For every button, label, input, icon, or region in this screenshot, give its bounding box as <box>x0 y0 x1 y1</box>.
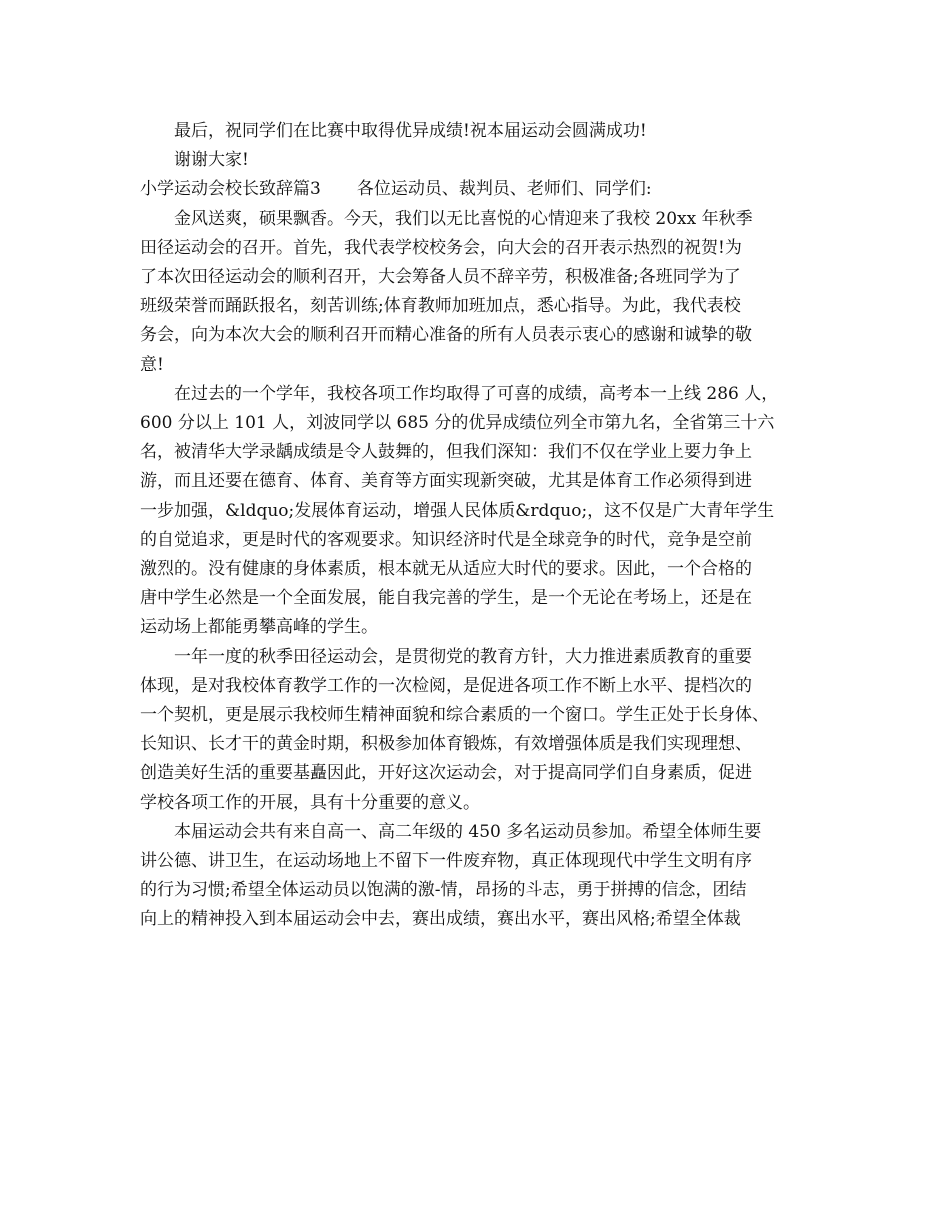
paragraph-line: 田径运动会的召开。首先，我代表学校校务会，向大会的召开表示热烈的祝贺!为 <box>140 237 742 258</box>
paragraph-line: 本届运动会共有来自高一、高二年级的 450 多名运动员参加。希望全体师生要 <box>174 821 762 842</box>
section-heading-row <box>140 175 820 204</box>
section-title: 小学运动会校长致辞篇3 <box>140 179 321 200</box>
paragraph-line: 的行为习惯;希望全体运动员以饱满的激-情，昂扬的斗志，勇于拼搏的信念，团结 <box>140 880 747 901</box>
paragraph-line: 的自觉追求，更是时代的客观要求。知识经济时代是全球竞争的时代，竞争是空前 <box>140 529 752 550</box>
paragraph-line: 长知识、长才干的黄金时期，积极参加体育锻炼，有效增强体质是我们实现理想、 <box>140 734 752 755</box>
paragraph-line: 意! <box>140 354 164 375</box>
paragraph-line: 600 分以上 101 人，刘波同学以 685 分的优异成绩位列全市第九名，全省第三十六 <box>140 413 775 434</box>
paragraph-4 <box>140 818 820 935</box>
paragraph-line: 体现，是对我校体育教学工作的一次检阅，是促进各项工作不断上水平、提档次的 <box>140 675 752 696</box>
paragraph-line: 向上的精神投入到本届运动会中去，赛出成绩，赛出水平，赛出风格;希望全体裁 <box>140 909 741 930</box>
thanks-line: 谢谢大家! <box>174 150 249 171</box>
paragraph-line: 务会，向为本次大会的顺利召开而精心准备的所有人员表示衷心的感谢和诚挚的敬 <box>140 325 752 346</box>
paragraph-line: 一年一度的秋季田径运动会，是贯彻党的教育方针，大力推进素质教育的重要 <box>174 646 752 667</box>
paragraph-line: 了本次田径运动会的顺利召开，大会筹备人员不辞辛劳，积极准备;各班同学为了 <box>140 267 741 288</box>
paragraph-line: 在过去的一个学年，我校各项工作均取得了可喜的成绩，高考本一上线 286 人， <box>174 383 779 404</box>
paragraph-2 <box>140 380 820 643</box>
paragraph-line: 创造美好生活的重要基矗因此，开好这次运动会，对于提高同学们自身素质，促进 <box>140 763 752 784</box>
paragraph-line: 讲公德、讲卫生，在运动场地上不留下一件废弃物，真正体现现代中学生文明有序 <box>140 851 752 872</box>
document-body <box>140 117 820 935</box>
paragraph-line: 唐中学生必然是一个全面发展，能自我完善的学生，是一个无论在考场上，还是在 <box>140 588 752 609</box>
paragraph-line: 激烈的。没有健康的身体素质，根本就无从适应大时代的要求。因此，一个合格的 <box>140 559 752 580</box>
paragraph-3 <box>140 643 820 818</box>
paragraph-line: 学校各项工作的开展，具有十分重要的意义。 <box>140 792 480 813</box>
paragraph-line: 运动场上都能勇攀高峰的学生。 <box>140 617 378 638</box>
paragraph-line: 金风送爽，硕果飘香。今天，我们以无比喜悦的心情迎来了我校 20xx 年秋季 <box>174 208 753 229</box>
paragraph-line: 一个契机，更是展示我校师生精神面貌和综合素质的一个窗口。学生正处于长身体、 <box>140 705 769 726</box>
paragraph-line: 游，而且还要在德育、体育、美育等方面实现新突破，尤其是体育工作必须得到进 <box>140 471 752 492</box>
closing-line: 最后，祝同学们在比赛中取得优异成绩!祝本届运动会圆满成功! <box>174 121 647 141</box>
paragraph-line: 班级荣誉而踊跃报名，刻苦训练;体育教师加班加点，悉心指导。为此，我代表校 <box>140 296 741 317</box>
paragraph-1 <box>140 205 820 380</box>
greeting: 各位运动员、裁判员、老师们、同学们: <box>356 179 652 200</box>
paragraph-line: 一步加强，&ldquo;发展体育运动，增强人民体质&rdquo;，这不仅是广大青年学生 <box>140 500 775 521</box>
paragraph-line: 名，被清华大学录龋成绩是令人鼓舞的，但我们深知：我们不仅在学业上要力争上 <box>140 442 752 463</box>
